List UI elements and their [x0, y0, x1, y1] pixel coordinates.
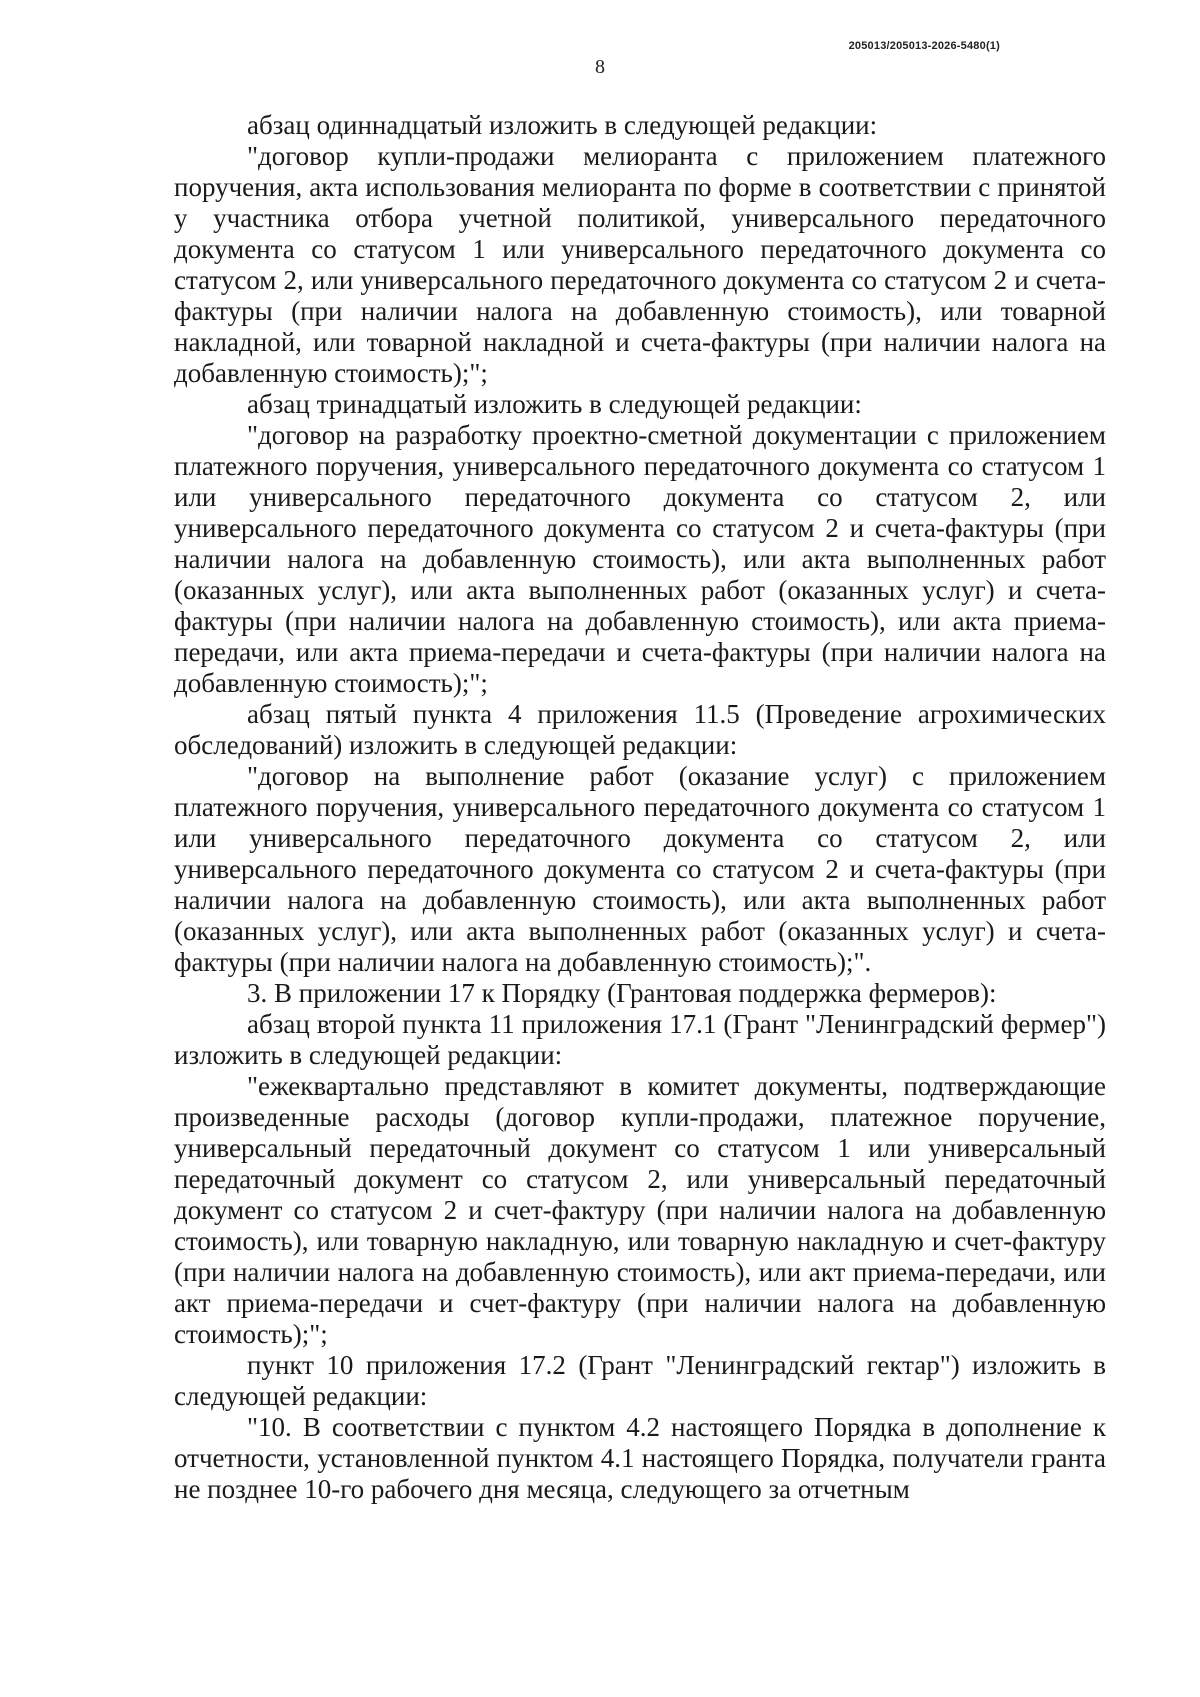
document-body: [174, 110, 1106, 1505]
paragraph-quote-design-docs: "договор на разработку проектно-сметной документации с приложением платежного поручения, универсального передаточного документа со статусом 1 или универсального передаточного документа со статусом 2, или универсального передаточного документа со статусом 2 и счета-фактуры (при наличии налога на добавленную стоимость), или акта выполненных работ (оказанных услуг), или акта выполненных работ (оказанных услуг) и счета-фактуры (при наличии налога на добавленную стоимость), или акта приема-передачи, или акта приема-передачи и счета-фактуры (при наличии налога на добавленную стоимость);";: [174, 420, 1106, 698]
paragraph-quote-item-10: "10. В соответствии с пунктом 4.2 настоящего Порядка в дополнение к отчетности, установленной пунктом 4.1 настоящего Порядка, получатели гранта не позднее 10-го рабочего дня месяца, следующего за отчетным: [174, 1412, 1106, 1504]
page-number: 8: [595, 56, 605, 78]
paragraph-quote-meliorant: "договор купли-продажи мелиоранта с приложением платежного поручения, акта использования мелиоранта по форме в соответствии с принятой у участника отбора учетной политикой, универсального передаточного документа со статусом 1 или универсального передаточного документа со статусом 2, или универсального передаточного документа со статусом 2 и счета-фактуры (при наличии налога на добавленную стоимость), или товарной накладной, или товарной накладной и счета-фактуры (при наличии налога на добавленную стоимость);";: [174, 141, 1106, 388]
paragraph-quote-works: "договор на выполнение работ (оказание услуг) с приложением платежного поручения, универсального передаточного документа со статусом 1 или универсального передаточного документа со статусом 2, или универсального передаточного документа со статусом 2 и счета-фактуры (при наличии налога на добавленную стоимость), или акта выполненных работ (оказанных услуг), или акта выполненных работ (оказанных услуг) и счета-фактуры (при наличии налога на добавленную стоимость);".: [174, 761, 1106, 977]
paragraph-heading-11-5: абзац пятый пункта 4 приложения 11.5 (Проведение агрохимических обследований) изложить в следующей редакции:: [174, 699, 1106, 760]
paragraph-item-3: 3. В приложении 17 к Порядку (Грантовая поддержка фермеров):: [247, 978, 997, 1008]
paragraph-heading-11: абзац одиннадцатый изложить в следующей редакции:: [247, 110, 878, 140]
paragraph-heading-17-1: абзац второй пункта 11 приложения 17.1 (Грант "Ленинградский фермер") изложить в следующей редакции:: [174, 1009, 1106, 1070]
paragraph-quote-quarterly: "ежеквартально представляют в комитет документы, подтверждающие произведенные расходы (договор купли-продажи, платежное поручение, универсальный передаточный документ со статусом 1 или универсальный передаточный документ со статусом 2, или универсальный передаточный документ со статусом 2 и счет-фактуру (при наличии налога на добавленную стоимость), или товарную накладную, или товарную накладную и счет-фактуру (при наличии налога на добавленную стоимость), или акт приема-передачи, или акт приема-передачи и счет-фактуру (при наличии налога на добавленную стоимость);";: [174, 1071, 1106, 1349]
paragraph-heading-13: абзац тринадцатый изложить в следующей редакции:: [247, 389, 862, 419]
document-registration-number: 205013/205013-2026-5480(1): [848, 40, 1000, 52]
paragraph-heading-17-2: пункт 10 приложения 17.2 (Грант "Ленинградский гектар") изложить в следующей редакции:: [174, 1350, 1106, 1411]
